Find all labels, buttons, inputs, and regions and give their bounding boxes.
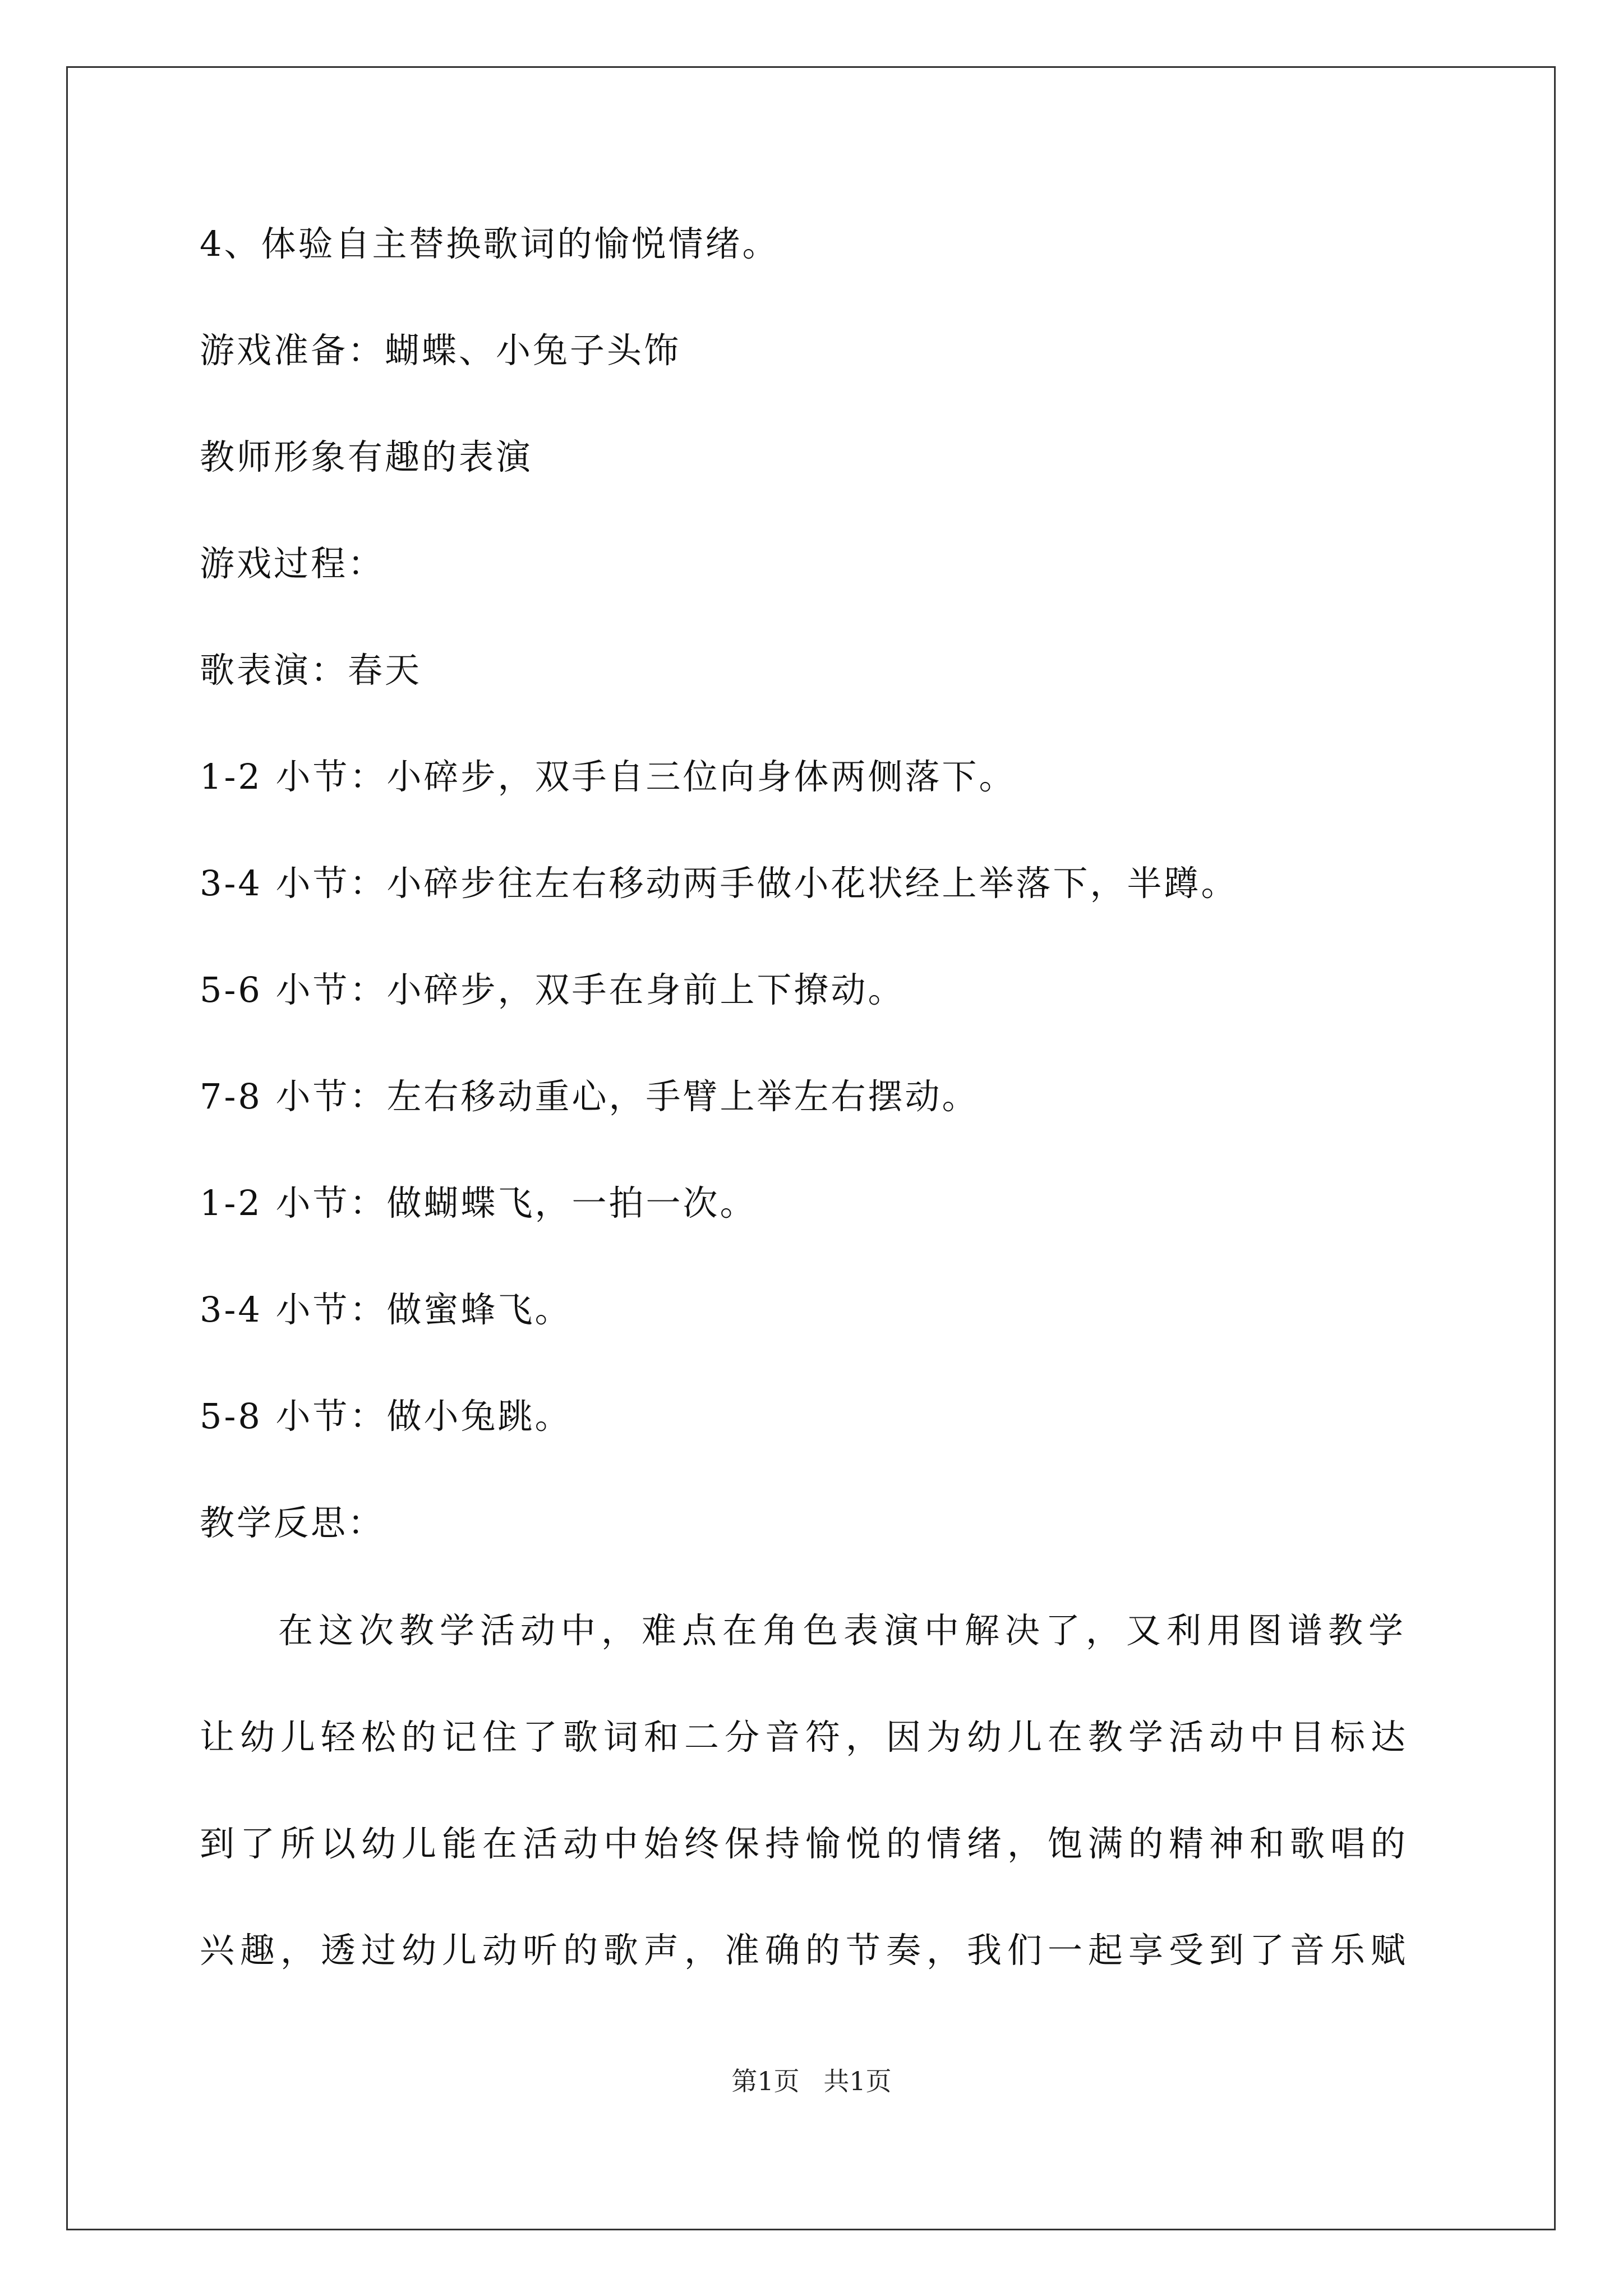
text-line: 教学反思： <box>200 1502 385 1543</box>
paragraph-line: 到了所以幼儿能在活动中始终保持愉悦的情绪，饱满的精神和歌唱的 <box>200 1823 1412 1864</box>
text-line: 5-8 小节：做小兔跳。 <box>200 1396 572 1437</box>
paragraph-line: 在这次教学活动中，难点在角色表演中解决了，又利用图谱教学 <box>278 1610 1409 1651</box>
page-number: 第1页 <box>731 2066 800 2096</box>
document-body <box>200 191 1433 1576</box>
text-line: 游戏准备：蝴蝶、小兔子头饰 <box>200 330 681 371</box>
page-total: 共1页 <box>823 2066 892 2096</box>
text-line: 5-6 小节：小碎步，双手在身前上下撩动。 <box>200 969 905 1010</box>
paragraph-line: 让幼儿轻松的记住了歌词和二分音符，因为幼儿在教学活动中目标达 <box>200 1717 1412 1757</box>
text-line: 1-2 小节：做蝴蝶飞，一拍一次。 <box>200 1182 757 1223</box>
page-footer <box>0 2064 1623 2098</box>
text-line: 歌表演：春天 <box>200 650 422 691</box>
reflection-paragraph <box>200 1577 1450 2004</box>
paragraph-line: 兴趣，透过幼儿动听的歌声，准确的节奏，我们一起享受到了音乐赋 <box>200 1930 1412 1971</box>
text-line: 游戏过程： <box>200 543 385 584</box>
text-line: 7-8 小节：左右移动重心，手臂上举左右摆动。 <box>200 1076 979 1117</box>
text-line: 3-4 小节：小碎步往左右移动两手做小花状经上举落下，半蹲。 <box>200 863 1238 904</box>
text-line: 教师形象有趣的表演 <box>200 436 533 477</box>
text-line: 3-4 小节：做蜜蜂飞。 <box>200 1289 572 1330</box>
text-line: 1-2 小节：小碎步，双手自三位向身体两侧落下。 <box>200 756 1016 797</box>
text-line: 4、体验自主替换歌词的愉悦情绪。 <box>200 223 780 264</box>
